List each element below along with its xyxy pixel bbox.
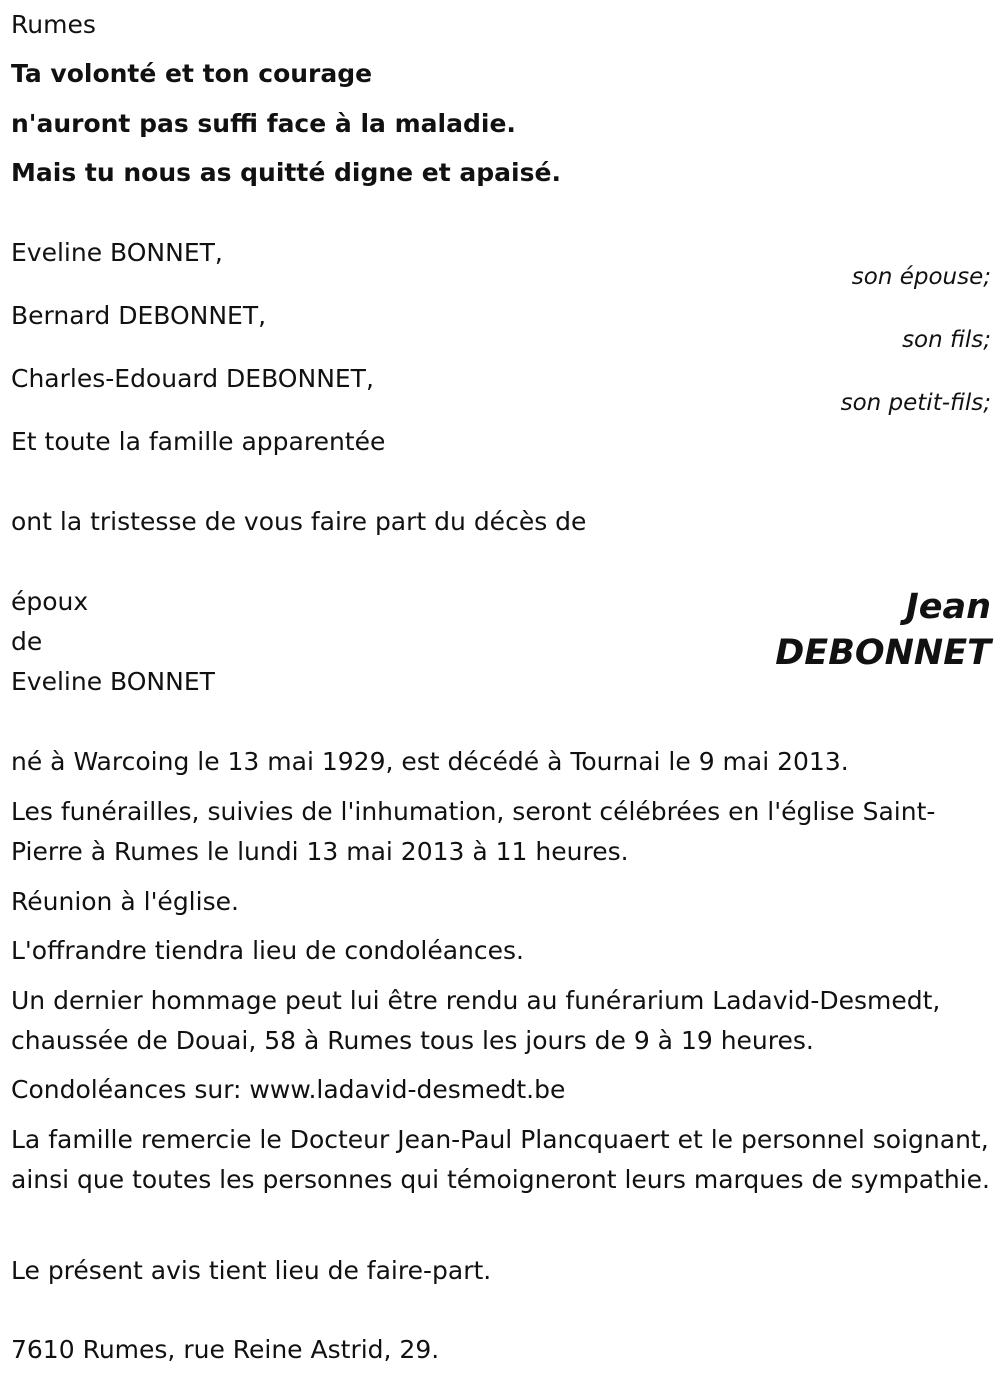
deceased-name — [775, 584, 991, 676]
detail-offering: L'offrandre tiendra lieu de condoléances. — [11, 936, 524, 965]
spouse-line-1: époux — [11, 587, 89, 616]
detail-birth-death: né à Warcoing le 13 mai 1929, est décédé à Tournai le 9 mai 2013. — [11, 747, 849, 776]
family-member-name: Charles-Edouard DEBONNET, — [11, 364, 374, 393]
announcement-text: ont la tristesse de vous faire part du décès de — [11, 507, 587, 536]
detail-condolences: Condoléances sur: www.ladavid-desmedt.be — [11, 1075, 566, 1104]
spouse-line-3: Eveline BONNET — [11, 667, 215, 696]
family-other: Et toute la famille apparentée — [11, 427, 386, 456]
quote-line-3: Mais tu nous as quitté digne et apaisé. — [11, 158, 561, 187]
family-member-name: Eveline BONNET, — [11, 238, 223, 267]
family-member-relation: son fils; — [902, 327, 991, 353]
quote-line-1: Ta volonté et ton courage — [11, 59, 373, 88]
deceased-last-name: DEBONNET — [775, 633, 991, 673]
deceased-first-name: Jean — [905, 587, 991, 627]
place-name: Rumes — [11, 10, 96, 39]
detail-notice: Le présent avis tient lieu de faire-part. — [11, 1256, 492, 1285]
family-member-relation: son épouse; — [851, 264, 991, 290]
quote-line-2: n'auront pas suffi face à la maladie. — [11, 109, 516, 138]
detail-tribute: Un dernier hommage peut lui être rendu au funérarium Ladavid-Desmedt, chaussée de Douai, 58 à Rumes tous les jours de 9 à 19 heures. — [11, 986, 941, 1055]
detail-funeral: Les funérailles, suivies de l'inhumation, seront célébrées en l'église Saint-Pierre à Rumes le lundi 13 mai 2013 à 11 heures. — [11, 797, 936, 866]
family-member-name: Bernard DEBONNET, — [11, 301, 267, 330]
family-member-relation: son petit-fils; — [840, 390, 991, 416]
detail-meeting: Réunion à l'église. — [11, 887, 239, 916]
detail-thanks: La famille remercie le Docteur Jean-Paul Plancquaert et le personnel soignant, ainsi que toutes les personnes qui témoigneront leurs marques de sympathie. — [11, 1125, 990, 1194]
spouse-line-2: de — [11, 627, 43, 656]
address: 7610 Rumes, rue Reine Astrid, 29. — [11, 1335, 440, 1364]
